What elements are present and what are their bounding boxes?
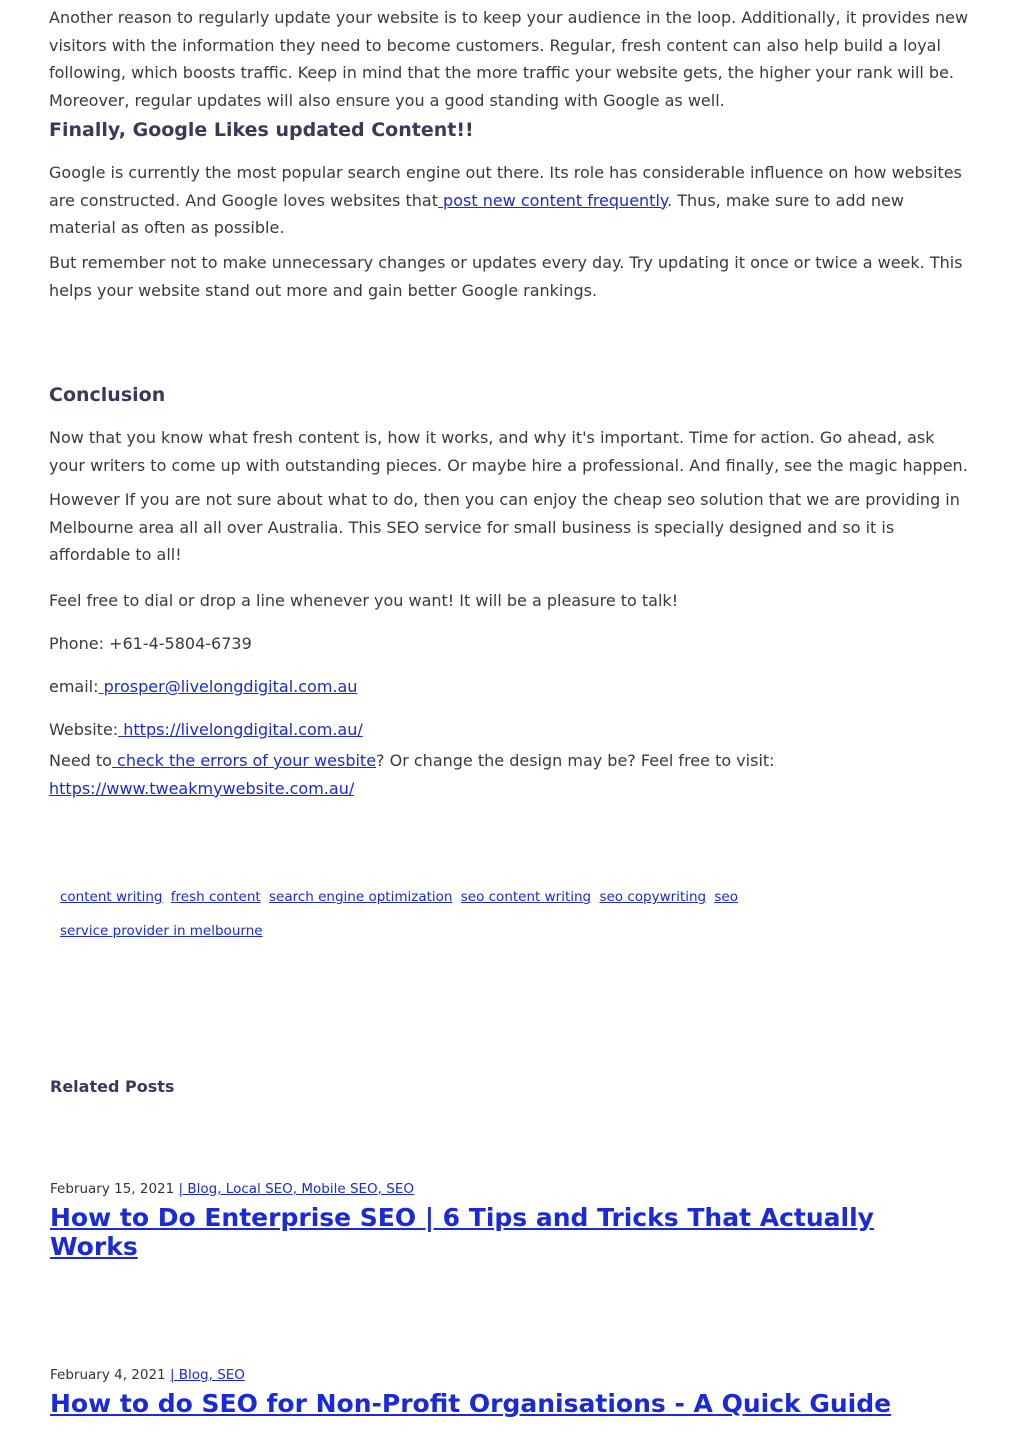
post-title-link[interactable]: How to do SEO for Non-Profit Organisations - A Quick Guide bbox=[50, 1389, 892, 1418]
related-post bbox=[50, 1367, 950, 1418]
post-date: February 4, 2021 bbox=[50, 1367, 170, 1383]
conclusion-paragraph-1: Now that you know what fresh content is, how it works, and why it's important. Time for action. Go ahead, ask your writers to come up with outstanding pieces. Or maybe hire a professional. And finally, see the magic happen. bbox=[49, 428, 968, 475]
tag-list bbox=[60, 880, 760, 948]
google-p1-text: Google is currently the most popular search engine out there. Its role has considerable influence on how websites are constructed. And Google loves websites that bbox=[49, 163, 962, 210]
email-line bbox=[49, 673, 357, 701]
tag-link[interactable]: content writing bbox=[60, 889, 163, 905]
google-paragraph-2: But remember not to make unnecessary changes or updates every day. Try updating it once or twice a week. This helps your website stand out more and gain better Google rankings. bbox=[49, 253, 963, 300]
email-link[interactable]: prosper@livelongdigital.com.au bbox=[98, 677, 358, 696]
tag-link[interactable]: seo service provider in melbourne bbox=[60, 889, 738, 939]
need-help-paragraph bbox=[49, 747, 969, 802]
need-text-before: Need to bbox=[49, 751, 112, 770]
tweakmywebsite-link[interactable]: https://www.tweakmywebsite.com.au/ bbox=[49, 778, 355, 798]
google-p1-text-after: . Thus, make sure to add new material as often as possible. bbox=[49, 190, 904, 237]
intro-paragraph: Another reason to regularly update your website is to keep your audience in the loop. Additionally, it provides new visitors with the information they need to become customers. Regular, fresh content can also help build a loyal following, which boosts traffic. Keep in mind that the more traffic your website gets, the higher your rank will be. Moreover, regular updates will also ensure you a good standing with Google as well. bbox=[49, 8, 969, 110]
post-meta bbox=[50, 1367, 950, 1383]
contact-invite: Feel free to dial or drop a line whenever you want! It will be a pleasure to talk! bbox=[49, 591, 679, 610]
tag-link[interactable]: search engine optimization bbox=[268, 889, 453, 905]
related-posts-heading: Related Posts bbox=[50, 1077, 175, 1096]
post-title-link[interactable]: How to Do Enterprise SEO | 6 Tips and Tricks That Actually Works bbox=[50, 1203, 874, 1261]
tag-link[interactable]: seo copywriting bbox=[599, 889, 707, 905]
website-line bbox=[49, 716, 363, 744]
post-categories-link[interactable]: | Blog, Local SEO, Mobile SEO, SEO bbox=[178, 1181, 414, 1197]
phone-number: Phone: +61-4-5804-6739 bbox=[49, 634, 252, 653]
tag-link[interactable]: seo content writing bbox=[460, 889, 592, 905]
tag-link[interactable]: fresh content bbox=[170, 889, 261, 905]
website-label: Website: bbox=[49, 720, 119, 739]
google-section-heading: Finally, Google Likes updated Content!! bbox=[49, 119, 474, 141]
post-meta bbox=[50, 1181, 950, 1197]
post-categories-link[interactable]: | Blog, SEO bbox=[169, 1367, 245, 1383]
email-label: email: bbox=[49, 677, 99, 696]
related-post bbox=[50, 1181, 950, 1261]
check-errors-link[interactable]: check the errors of your wesbite bbox=[111, 751, 377, 770]
conclusion-heading: Conclusion bbox=[49, 384, 166, 406]
post-date: February 15, 2021 bbox=[50, 1181, 179, 1197]
post-new-content-link[interactable]: post new content frequently bbox=[437, 190, 668, 210]
google-paragraph-1 bbox=[49, 159, 969, 242]
need-text-after: ? Or change the design may be? Feel free to visit: bbox=[376, 751, 775, 770]
conclusion-paragraph-2: However If you are not sure about what to do, then you can enjoy the cheap seo solution that we are providing in Melbourne area all all over Australia. This SEO service for small business is specially designed and so it is affordable to all! bbox=[49, 490, 960, 564]
website-link[interactable]: https://livelongdigital.com.au/ bbox=[118, 720, 363, 739]
